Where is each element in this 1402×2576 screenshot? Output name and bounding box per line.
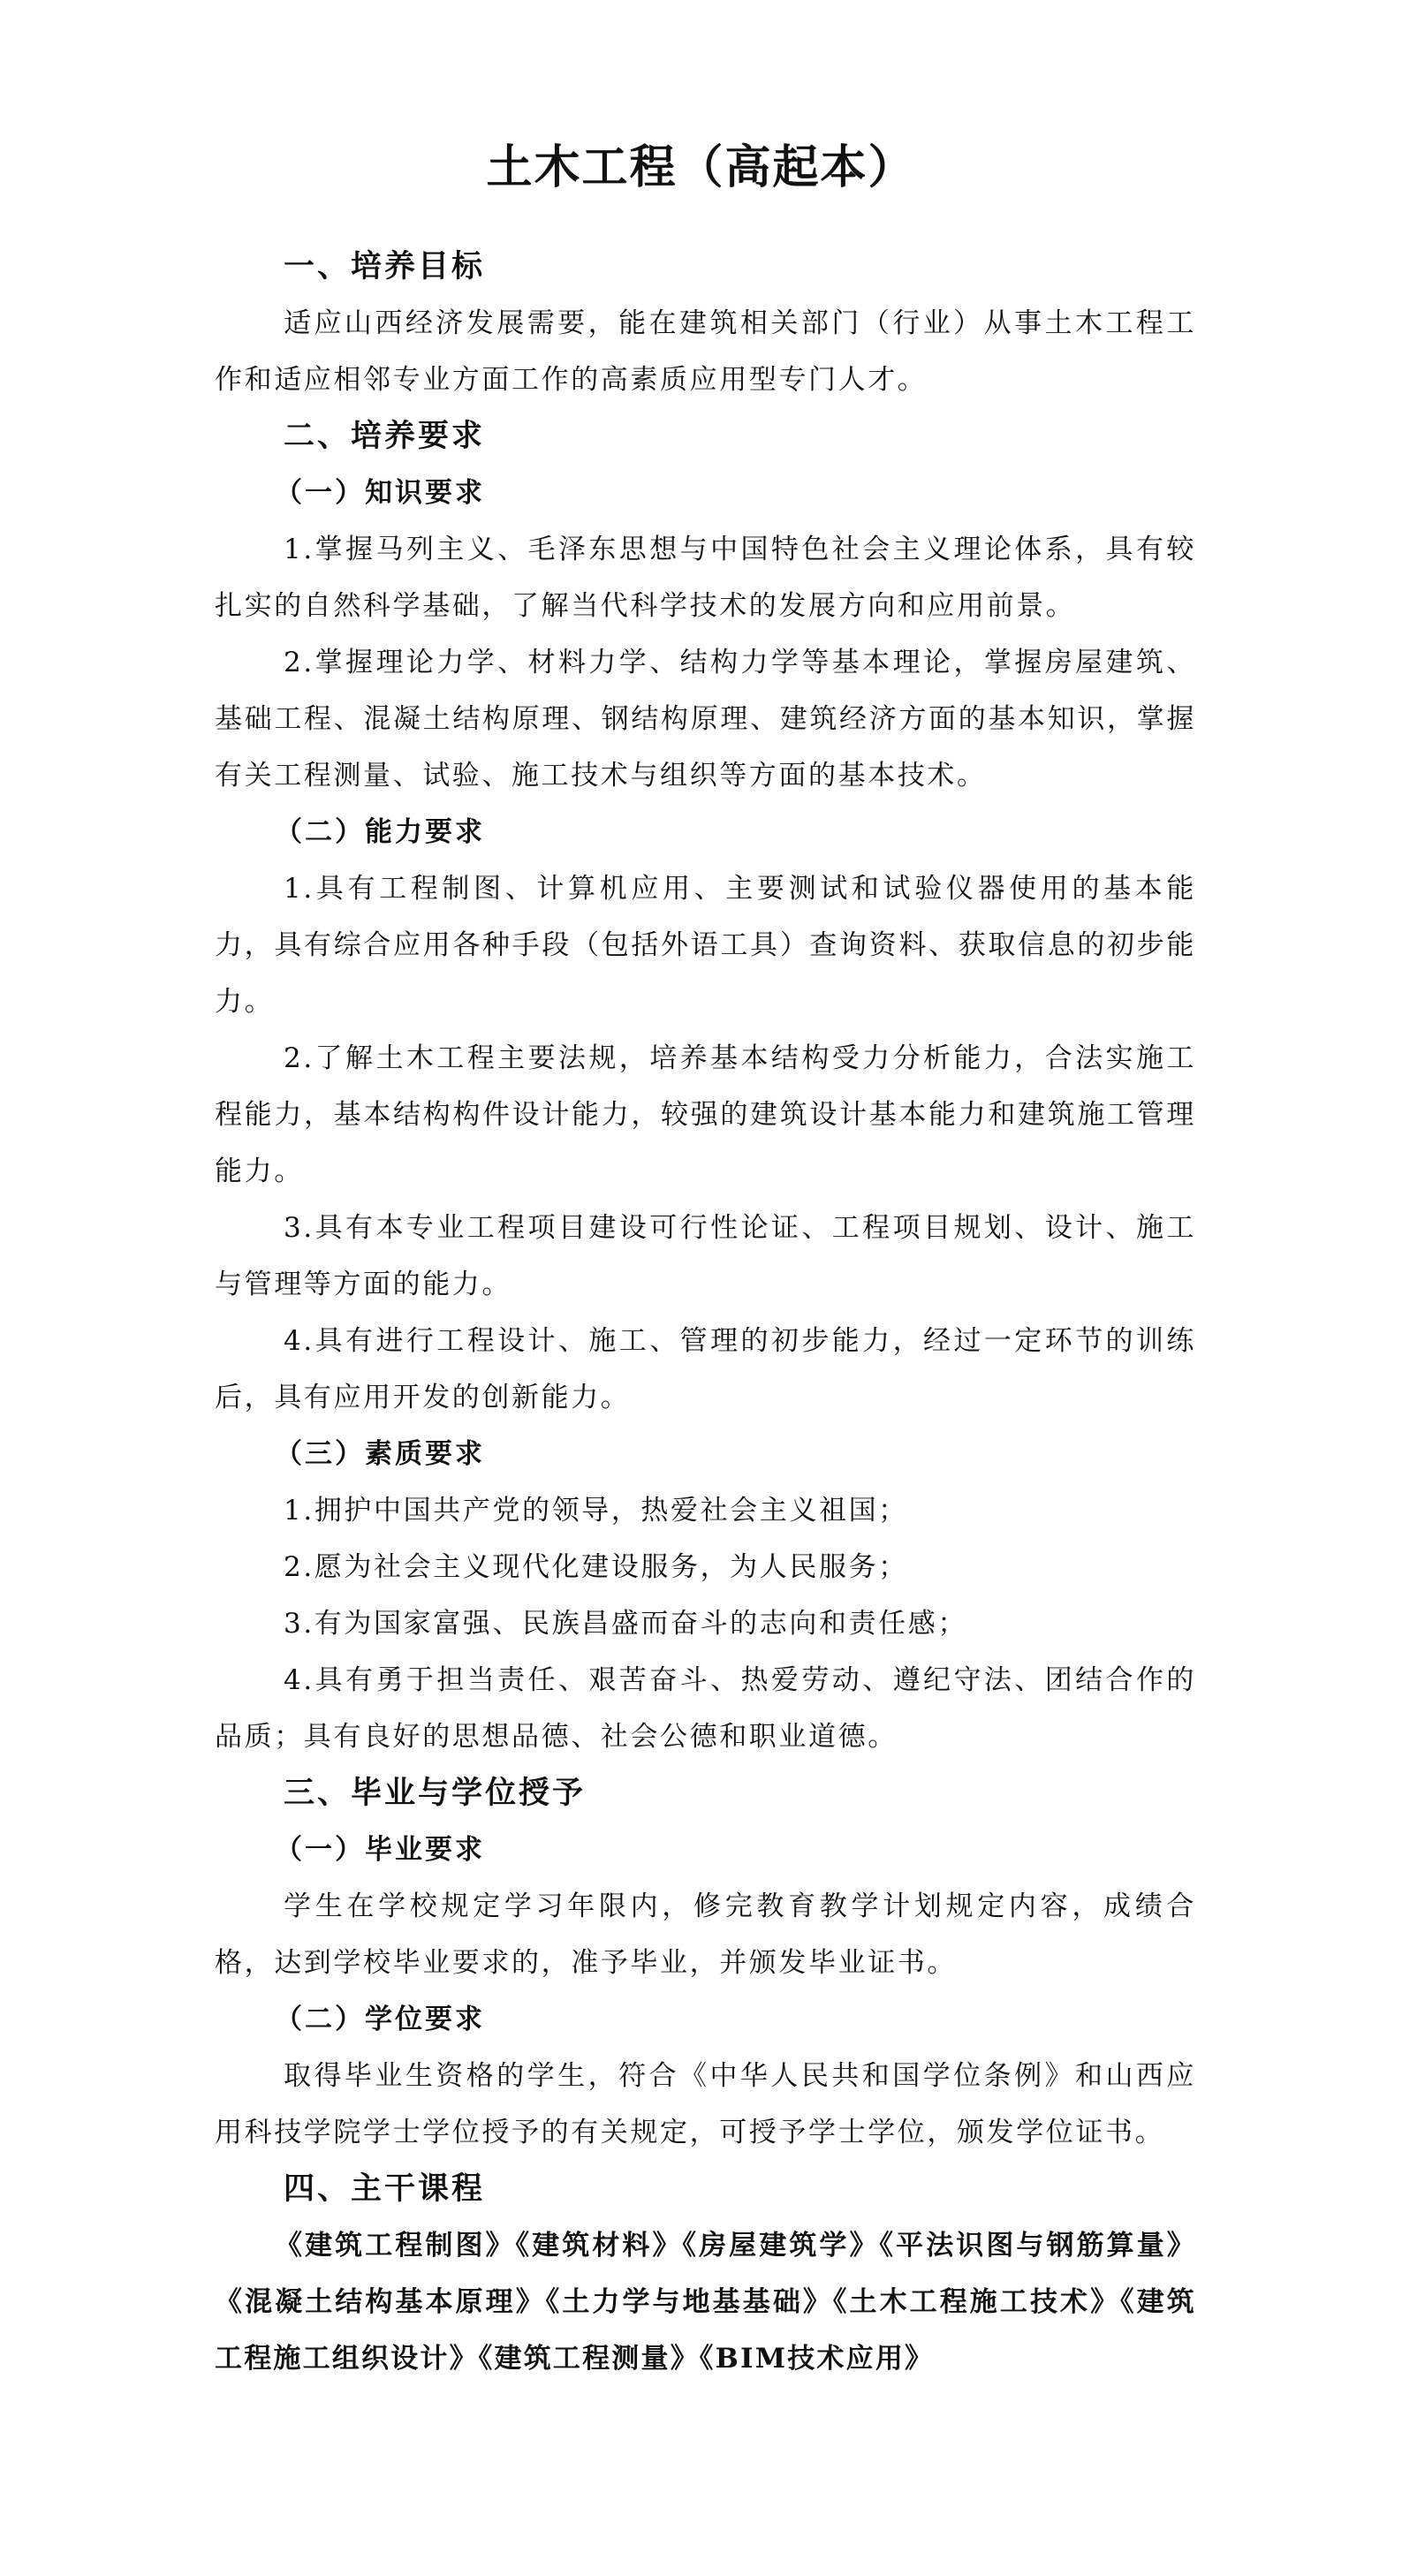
section-heading-courses: 四、主干课程 <box>284 2171 486 2207</box>
quality-item-4: 4.具有勇于担当责任、艰苦奋斗、热爱劳动、遵纪守法、团结合作的品质；具有良好的思想品德、社会公德和职业道德。 <box>215 1664 1196 1753</box>
subheading-degree-requirement: （二）学位要求 <box>275 2004 485 2035</box>
knowledge-item-1: 1.掌握马列主义、毛泽东思想与中国特色社会主义理论体系，具有较扎实的自然科学基础，了解当代科学技术的发展方向和应用前景。 <box>215 534 1196 622</box>
goal-paragraph: 适应山西经济发展需要，能在建筑相关部门（行业）从事土木工程工作和适应相邻专业方面工作的高素质应用型专门人才。 <box>215 307 1196 396</box>
subheading-quality: （三）素质要求 <box>275 1438 485 1470</box>
subheading-graduation-requirement: （一）毕业要求 <box>275 1834 485 1866</box>
document-title: 土木工程（高起本） <box>486 141 916 194</box>
section-heading-goal: 一、培养目标 <box>284 249 486 284</box>
ability-item-3: 3.具有本专业工程项目建设可行性论证、工程项目规划、设计、施工与管理等方面的能力。 <box>215 1212 1196 1300</box>
courses-paragraph: 《建筑工程制图》《建筑材料》《房屋建筑学》《平法识图与钢筋算量》《混凝土结构基本原理》《土力学与地基基础》《土木工程施工技术》《建筑工程施工组织设计》《建筑工程测量》《BIM技术应用》 <box>215 2230 1196 2375</box>
section-heading-requirements: 二、培养要求 <box>284 419 486 454</box>
section-heading-graduation: 三、毕业与学位授予 <box>284 1776 587 1811</box>
document-body <box>215 239 1196 2387</box>
subheading-knowledge: （一）知识要求 <box>275 477 485 509</box>
subheading-ability: （二）能力要求 <box>275 816 485 848</box>
degree-requirement-paragraph: 取得毕业生资格的学生，符合《中华人民共和国学位条例》和山西应用科技学院学士学位授予的有关规定，可授予学士学位，颁发学位证书。 <box>215 2060 1196 2148</box>
graduation-requirement-paragraph: 学生在学校规定学习年限内，修完教育教学计划规定内容，成绩合格，达到学校毕业要求的，准予毕业，并颁发毕业证书。 <box>215 1890 1196 1979</box>
ability-item-2: 2.了解土木工程主要法规，培养基本结构受力分析能力，合法实施工程能力，基本结构构件设计能力，较强的建筑设计基本能力和建筑施工管理能力。 <box>215 1042 1196 1187</box>
quality-item-3: 3.有为国家富强、民族昌盛而奋斗的志向和责任感； <box>284 1608 967 1640</box>
quality-item-2: 2.愿为社会主义现代化建设服务，为人民服务； <box>284 1551 908 1583</box>
ability-item-1: 1.具有工程制图、计算机应用、主要测试和试验仪器使用的基本能力，具有综合应用各种手段（包括外语工具）查询资料、获取信息的初步能力。 <box>215 873 1196 1018</box>
knowledge-item-2: 2.掌握理论力学、材料力学、结构力学等基本理论，掌握房屋建筑、基础工程、混凝土结构原理、钢结构原理、建筑经济方面的基本知识，掌握有关工程测量、试验、施工技术与组织等方面的基本技术。 <box>215 647 1196 792</box>
quality-item-1: 1.拥护中国共产党的领导，热爱社会主义祖国； <box>284 1495 908 1527</box>
ability-item-4: 4.具有进行工程设计、施工、管理的初步能力，经过一定环节的训练后，具有应用开发的创新能力。 <box>215 1325 1196 1413</box>
